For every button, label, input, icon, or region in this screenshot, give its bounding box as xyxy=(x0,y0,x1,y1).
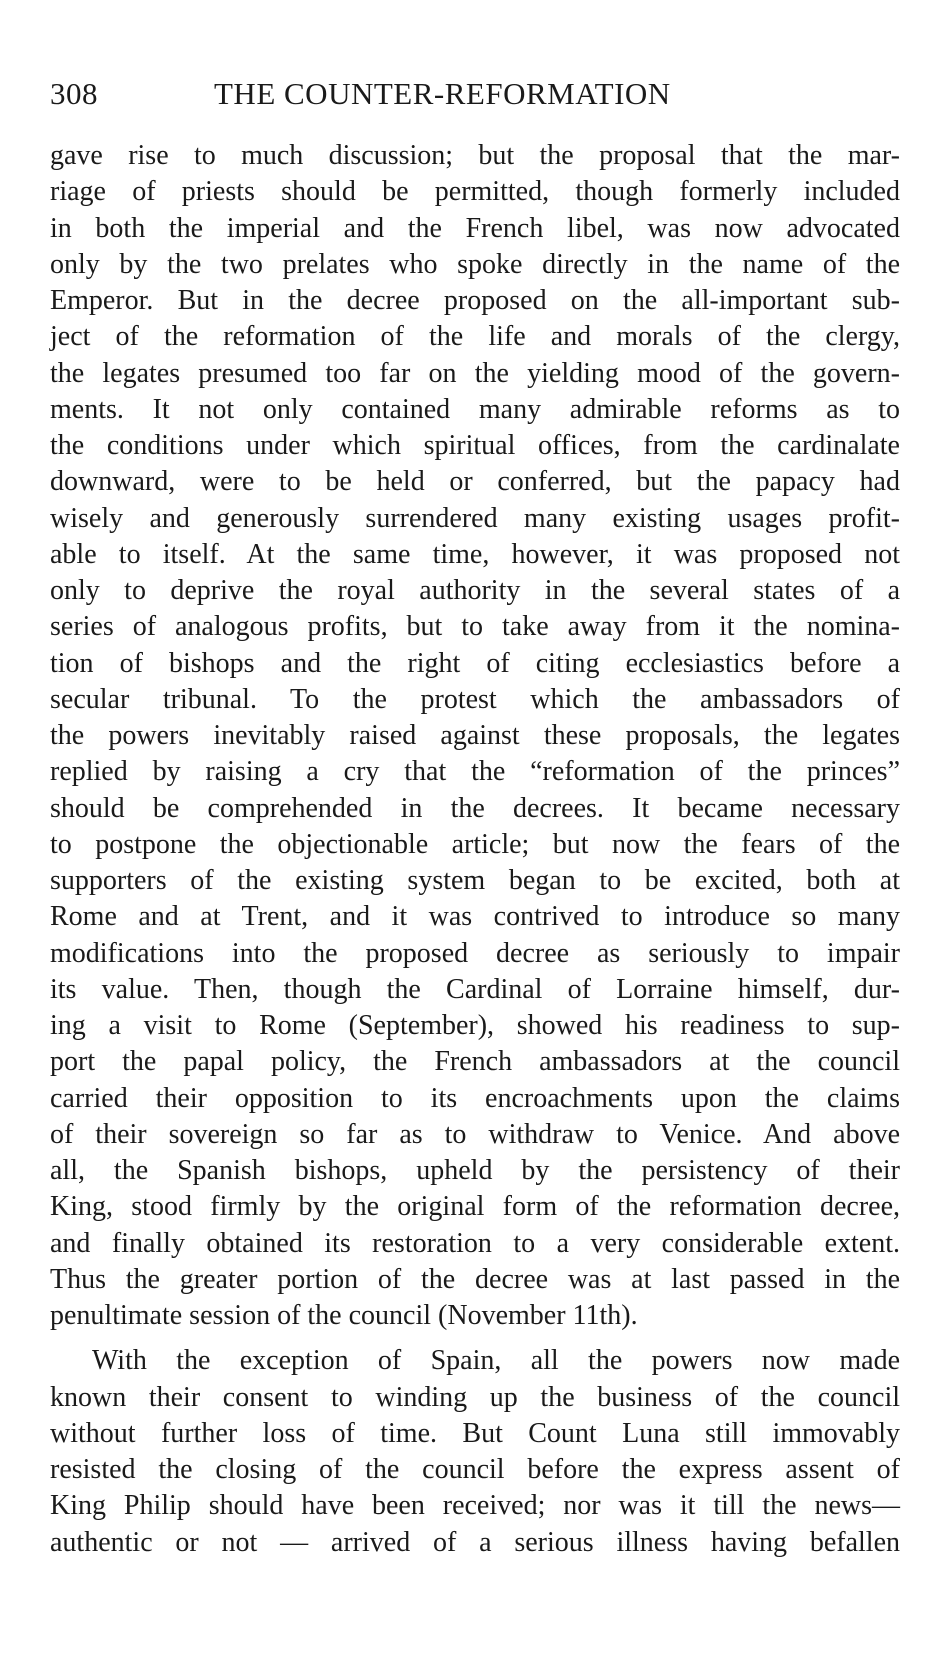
text-line: only to deprive the royal authority in the several states of a xyxy=(50,575,900,606)
text-line: its value. Then, though the Cardinal of Lorraine himself, dur- xyxy=(50,973,900,1005)
text-line: and finally obtained its restoration to a very considerable extent. xyxy=(50,1227,900,1259)
text-line: Emperor. But in the decree proposed on the all-important sub- xyxy=(50,285,900,316)
text-line: able to itself. At the same time, however, it was proposed not xyxy=(50,538,900,570)
text-line: only by the two prelates who spoke directly in the name of the xyxy=(50,248,900,280)
text-line: port the papal policy, the French ambassadors at the council xyxy=(50,1046,900,1078)
text-line: secular tribunal. To the protest which the ambassadors of xyxy=(50,683,900,715)
text-line: King, stood firmly by the original form of the reformation decree, xyxy=(50,1191,900,1223)
running-title: THE COUNTER-REFORMATION xyxy=(214,76,671,111)
text-line: riage of priests should be permitted, though formerly included xyxy=(50,176,900,208)
text-line: ments. It not only contained many admirable reforms as to xyxy=(50,393,900,425)
text-line: of their sovereign so far as to withdraw to Venice. And above xyxy=(50,1118,900,1150)
text-line: the legates presumed too far on the yielding mood of the govern- xyxy=(50,357,900,389)
text-line: tion of bishops and the right of citing ecclesiastics before a xyxy=(50,647,900,679)
text-line: known their consent to winding up the business of the council xyxy=(50,1381,900,1413)
text-line: the conditions under which spiritual offices, from the cardinalate xyxy=(50,430,900,461)
text-line: downward, were to be held or conferred, but the papacy had xyxy=(50,466,900,498)
text-line: should be comprehended in the decrees. It became necessary xyxy=(50,792,900,824)
text-line: resisted the closing of the council before the express assent of xyxy=(50,1454,900,1485)
text-line: without further loss of time. But Count Luna still immovably xyxy=(50,1417,900,1449)
text-line: authentic or not — arrived of a serious illness having befallen xyxy=(50,1526,900,1558)
text-line: modifications into the proposed decree as seriously to impair xyxy=(50,937,900,969)
text-line: the powers inevitably raised against these proposals, the legates xyxy=(50,720,900,751)
text-line: carried their opposition to its encroachments upon the claims xyxy=(50,1082,900,1114)
text-line: penultimate session of the council (November 11th). xyxy=(50,1300,638,1331)
text-line: wisely and generously surrendered many existing usages profit- xyxy=(50,502,900,534)
paragraph-1 xyxy=(50,138,900,1334)
body-text xyxy=(50,138,900,1561)
text-line: Rome and at Trent, and it was contrived to introduce so many xyxy=(50,901,900,933)
text-line: supporters of the existing system began to be excited, both at xyxy=(50,865,900,896)
paragraph-gap xyxy=(50,1334,900,1343)
text-line: gave rise to much discussion; but the proposal that the mar- xyxy=(50,140,900,171)
text-line: series of analogous profits, but to take away from it the nomina- xyxy=(50,611,900,643)
text-line: Thus the greater portion of the decree was at last passed in the xyxy=(50,1263,900,1295)
page-number: 308 xyxy=(50,76,98,111)
text-line: in both the imperial and the French libel, was now advocated xyxy=(50,212,900,244)
running-head xyxy=(50,74,900,114)
text-line: to postpone the objectionable article; but now the fears of the xyxy=(50,828,900,860)
text-line: all, the Spanish bishops, upheld by the persistency of their xyxy=(50,1155,900,1186)
paragraph-2 xyxy=(50,1343,900,1561)
text-line: King Philip should have been received; nor was it till the news— xyxy=(50,1490,900,1522)
text-line: With the exception of Spain, all the powers now made xyxy=(92,1345,900,1377)
text-line: ject of the reformation of the life and morals of the clergy, xyxy=(50,321,900,353)
text-line: ing a visit to Rome (September), showed his readiness to sup- xyxy=(50,1010,900,1041)
text-line: replied by raising a cry that the “reformation of the princes” xyxy=(50,756,900,788)
